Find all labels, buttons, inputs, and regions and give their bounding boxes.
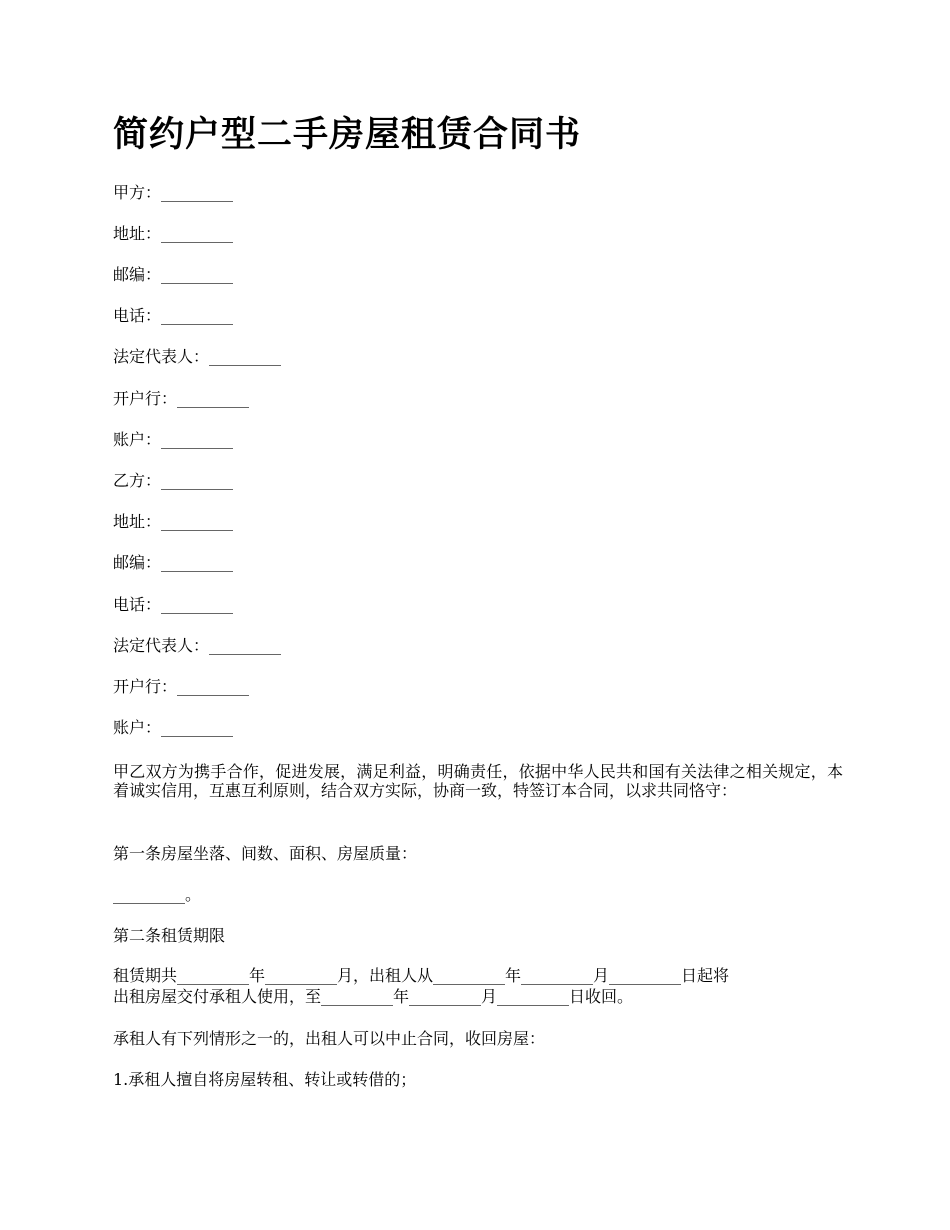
party-a-bank: 开户行：_________ bbox=[113, 389, 250, 408]
termination-intro: 承租人有下列情形之一的，出租人可以中止合同，收回房屋： bbox=[113, 1029, 546, 1048]
party-a-name: 甲方：_________ bbox=[113, 183, 234, 202]
article-1-heading: 第一条房屋坐落、间数、面积、房屋质量： bbox=[113, 844, 418, 863]
party-b-postcode: 邮编：_________ bbox=[113, 553, 234, 572]
party-a-postcode: 邮编：_________ bbox=[113, 265, 234, 284]
article-1-blank: _________。 bbox=[113, 885, 202, 904]
party-b-name: 乙方：_________ bbox=[113, 471, 234, 490]
document-title: 简约户型二手房屋租赁合同书 bbox=[113, 115, 582, 155]
party-a-account: 账户：_________ bbox=[113, 430, 234, 449]
party-b-account: 账户：_________ bbox=[113, 718, 234, 737]
party-a-address: 地址：_________ bbox=[113, 224, 234, 243]
party-a-legal-rep: 法定代表人：_________ bbox=[113, 347, 282, 366]
article-2-line-1: 租赁期共_________年_________月，出租人从_________年_________月_________日起将 bbox=[113, 966, 730, 985]
party-b-address: 地址：_________ bbox=[113, 512, 234, 531]
article-2-heading: 第二条租赁期限 bbox=[113, 926, 226, 945]
party-b-legal-rep: 法定代表人：_________ bbox=[113, 636, 282, 655]
party-b-phone: 电话：_________ bbox=[113, 595, 234, 614]
termination-item-1: 1.承租人擅自将房屋转租、转让或转借的； bbox=[113, 1070, 417, 1089]
party-a-phone: 电话：_________ bbox=[113, 306, 234, 325]
article-2-line-2: 出租房屋交付承租人使用，至_________年_________月_________日收回。 bbox=[113, 987, 634, 1006]
intro-paragraph: 甲乙双方为携手合作，促进发展，满足利益，明确责任，依据中华人民共和国有关法律之相关规定，本着诚实信用，互惠互利原则，结合双方实际，协商一致，特签订本合同，以求共同恪守： bbox=[113, 762, 843, 800]
party-b-bank: 开户行：_________ bbox=[113, 677, 250, 696]
